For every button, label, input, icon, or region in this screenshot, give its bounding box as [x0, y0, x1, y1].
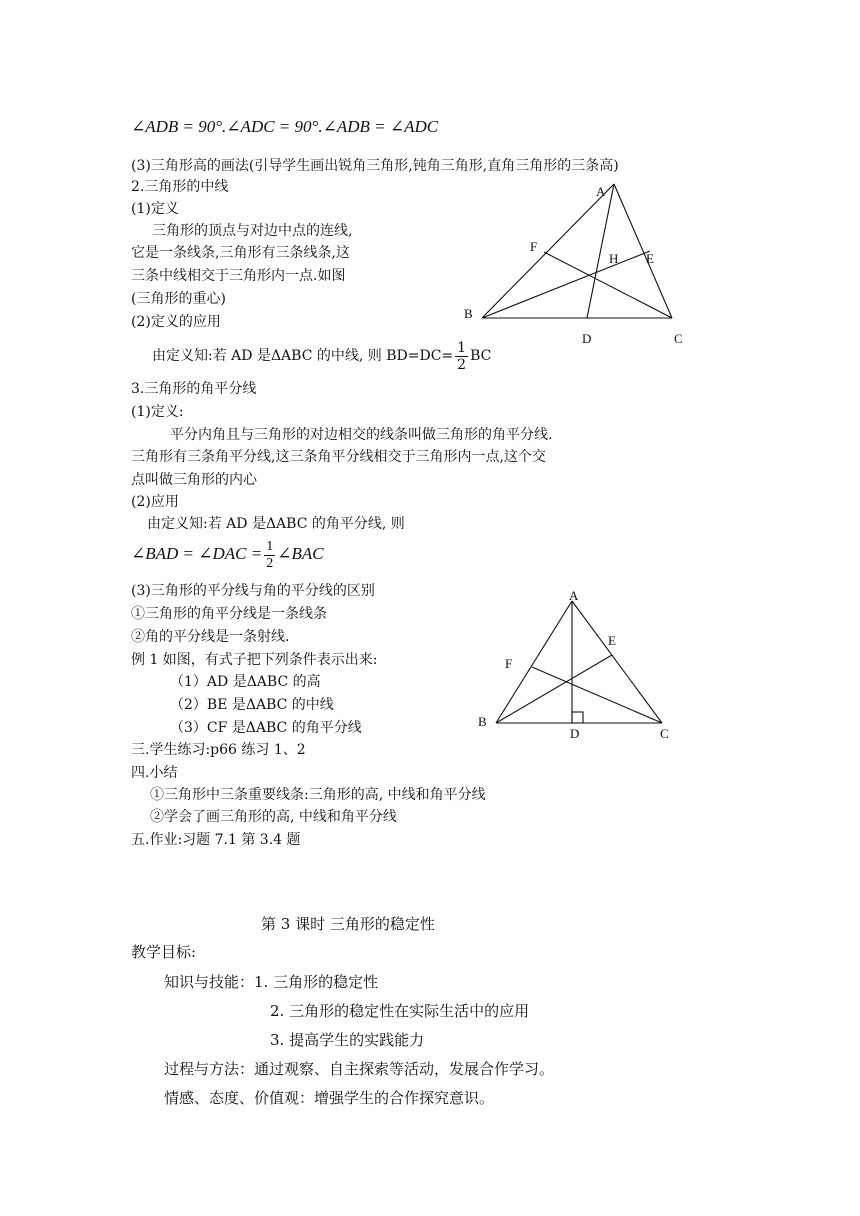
- goal-process: 过程与方法：通过观察、自主探索等活动，发展合作学习。: [164, 1060, 555, 1078]
- median-application-text: 由定义知:若 AD 是ΔABC 的中线, 则 BD=DC=: [152, 348, 454, 364]
- side-ac: [614, 184, 672, 318]
- example-triangle-figure: [470, 588, 690, 743]
- fraction-numerator: 1: [457, 339, 467, 356]
- median-definition-text-2: 它是一条线条,三角形有三条线条,这: [131, 245, 350, 261]
- bisector-cf: [532, 667, 662, 723]
- homework: 五.作业:习题 7.1 第 3.4 题: [131, 832, 301, 848]
- bisector-equation-right: ∠BAC: [277, 544, 324, 563]
- bisector-definition-text-2: 三角形有三条角平分线,这三条角平分线相交于三角形内一点,这个交: [131, 449, 546, 465]
- median-definition-text-4: (三角形的重心): [131, 291, 226, 307]
- bisector-equation-left: ∠BAD = ∠DAC =: [131, 544, 263, 563]
- median-application-formula: [152, 336, 491, 376]
- section-bisector-title: 3.三角形的角平分线: [131, 381, 257, 397]
- bisector-application-heading: (2)应用: [131, 494, 179, 510]
- label-c: C: [674, 331, 683, 346]
- label-h: H: [609, 251, 619, 266]
- median-be: [482, 251, 650, 318]
- goal-knowledge-1: 知识与技能：1. 三角形的稳定性: [164, 973, 379, 991]
- label-b: B: [464, 306, 473, 321]
- bisector-definition-text-1: 平分内角且与三角形的对边相交的线条叫做三角形的角平分线.: [170, 427, 553, 443]
- bisector-difference-1: ①三角形的角平分线是一条线条: [131, 606, 327, 622]
- bisector-difference-heading: (3)三角形的平分线与角的平分线的区别: [131, 583, 375, 599]
- median-be: [496, 655, 612, 723]
- student-practice: 三.学生练习:p66 练习 1、2: [131, 742, 306, 758]
- median-definition-text-3: 三条中线相交于三角形内一点.如图: [131, 268, 346, 284]
- right-angle-mark: [572, 712, 583, 723]
- label-e: E: [646, 251, 654, 266]
- side-ac: [572, 601, 662, 723]
- label-c: C: [660, 726, 669, 741]
- bisector-difference-2: ②角的平分线是一条射线.: [131, 629, 290, 645]
- summary-item-1: ①三角形中三条重要线条:三角形的高, 中线和角平分线: [150, 787, 486, 803]
- equation-right-angles: ∠ADB = 90°.∠ADC = 90°.∠ADB = ∠ADC: [131, 117, 439, 136]
- label-e: E: [608, 633, 616, 648]
- goal-knowledge-3: 3. 提高学生的实践能力: [270, 1031, 425, 1049]
- bisector-equation: [131, 534, 324, 574]
- label-a: A: [596, 184, 606, 199]
- height-drawing-line: (3)三角形高的画法(引导学生画出锐角三角形,钝角三角形,直角三角形的三条高): [131, 158, 619, 174]
- bisector-fraction-one-half: [264, 539, 275, 572]
- median-application-bc: BC: [470, 348, 492, 364]
- fraction-numerator: 1: [266, 538, 274, 554]
- label-a: A: [569, 588, 579, 603]
- example-1-item-3: （3）CF 是ΔABC 的角平分线: [170, 720, 362, 736]
- example-1-item-1: （1）AD 是ΔABC 的高: [170, 674, 321, 690]
- lesson-title: 第 3 课时 三角形的稳定性: [261, 915, 435, 933]
- bisector-definition-heading: (1)定义:: [131, 404, 184, 420]
- side-ab: [482, 184, 614, 318]
- median-definition-heading: (1)定义: [131, 201, 179, 217]
- label-f: F: [505, 656, 513, 671]
- summary-item-2: ②学会了画三角形的高, 中线和角平分线: [150, 809, 397, 825]
- fraction-denominator: 2: [266, 555, 274, 571]
- example-1-item-2: （2）BE 是ΔABC 的中线: [170, 697, 334, 713]
- label-d: D: [570, 726, 580, 741]
- label-d: D: [582, 331, 592, 346]
- teaching-goals-heading: 教学目标:: [131, 943, 197, 961]
- goal-knowledge-2: 2. 三角形的稳定性在实际生活中的应用: [270, 1002, 530, 1020]
- fraction-denominator: 2: [457, 356, 467, 373]
- bisector-definition-text-3: 点叫做三角形的内心: [131, 472, 257, 488]
- goal-emotion: 情感、态度、价值观：增强学生的合作探究意识。: [164, 1089, 495, 1107]
- median-application-heading: (2)定义的应用: [131, 314, 221, 330]
- section-median-title: 2.三角形的中线: [131, 179, 229, 195]
- bisector-application-text: 由定义知:若 AD 是ΔABC 的角平分线, 则: [147, 516, 405, 532]
- median-triangle-figure: [460, 178, 700, 348]
- summary-heading: 四.小结: [131, 765, 178, 781]
- label-b: B: [478, 714, 487, 729]
- example-1-heading: 例 1 如图，有式子把下列条件表示出来:: [131, 652, 378, 668]
- median-definition-text-1: 三角形的顶点与对边中点的连线,: [152, 223, 353, 239]
- label-f: F: [530, 239, 538, 254]
